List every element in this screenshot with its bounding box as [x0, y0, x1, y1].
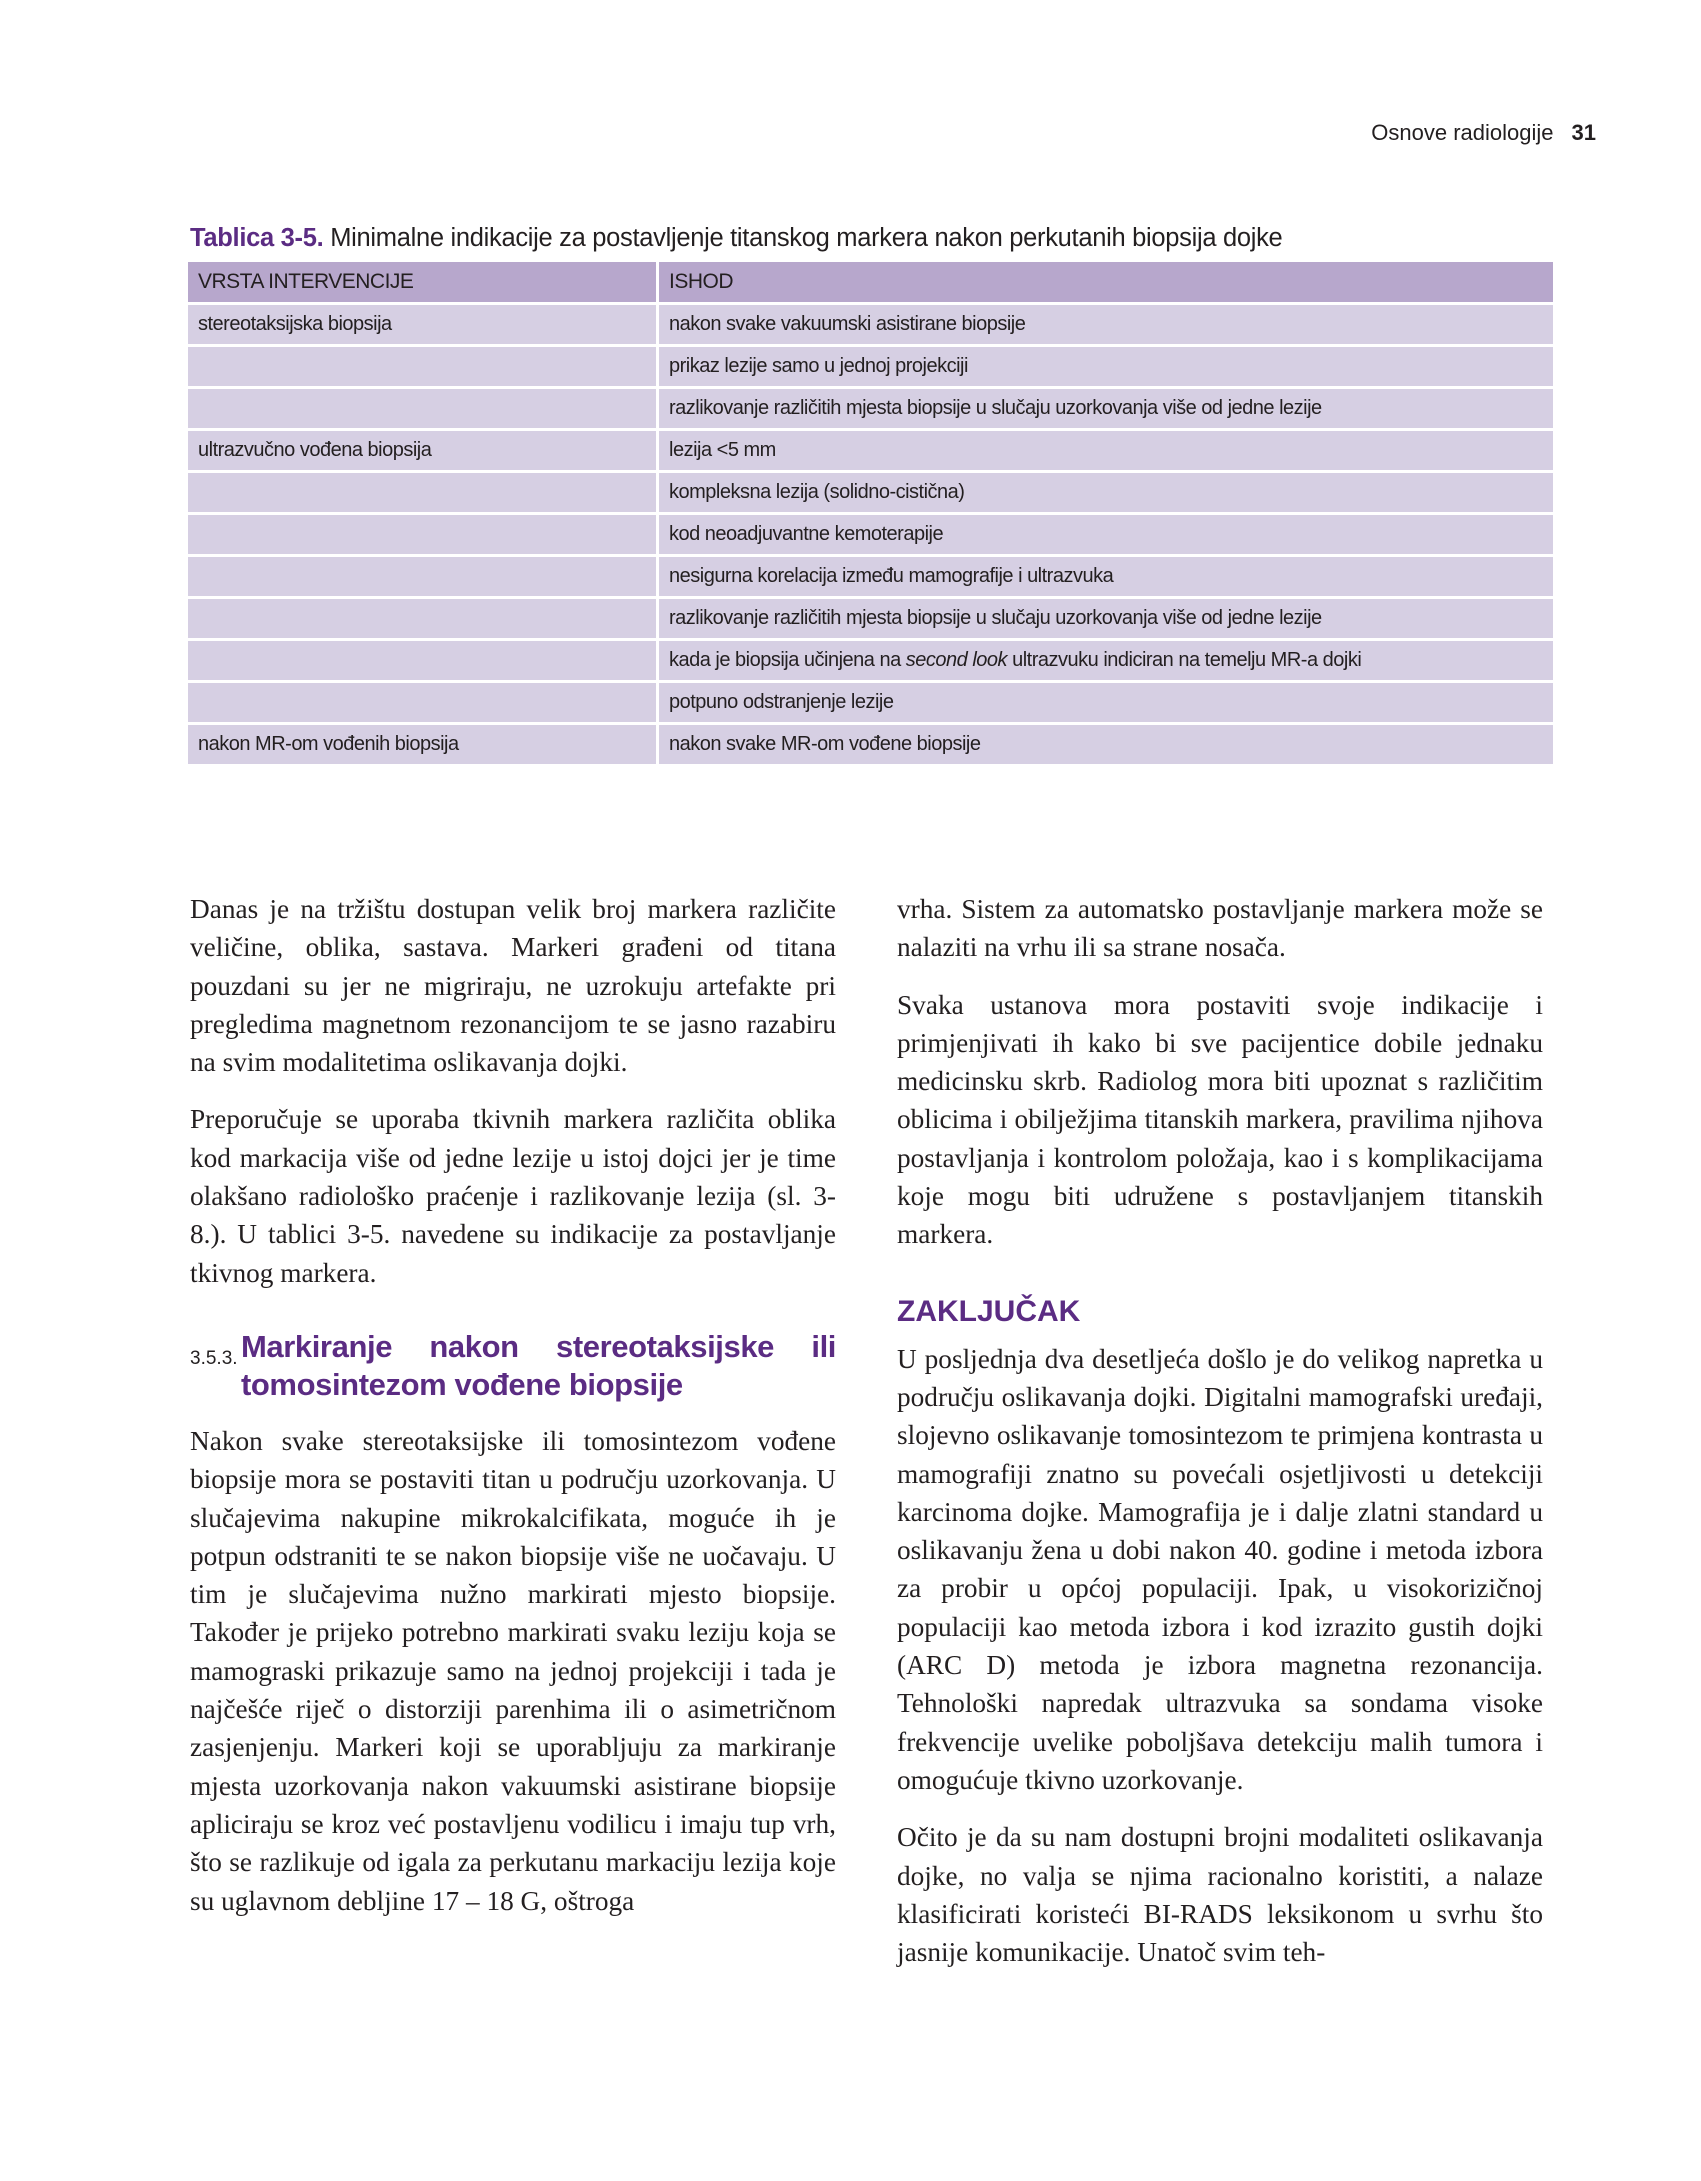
paragraph: vrha. Sistem za automatsko postavljanje markera može se nalaziti na vrhu ili sa strane nosača.: [897, 894, 1543, 963]
cell-outcome: nesigurna korelacija između mamografije i ultrazvuka: [658, 556, 1554, 598]
table-caption: [190, 224, 1282, 253]
table-row: [188, 556, 1553, 598]
cell-intervention: nakon MR-om vođenih biopsija: [188, 724, 658, 766]
cell-text: kada je biopsija učinjena na: [669, 649, 906, 671]
cell-intervention: [188, 388, 658, 430]
cell-intervention: [188, 598, 658, 640]
table-caption-label: Tablica 3-5.: [190, 224, 324, 252]
table-row: [188, 598, 1553, 640]
cell-outcome: nakon svake vakuumski asistirane biopsije: [658, 304, 1554, 346]
cell-outcome: kompleksna lezija (solidno-cistična): [658, 472, 1554, 514]
right-text-column: [897, 890, 1543, 1990]
running-header: [1371, 120, 1596, 146]
table-row: [188, 430, 1553, 472]
indications-table: [188, 262, 1553, 767]
cell-outcome: nakon svake MR-om vođene biopsije: [658, 724, 1554, 766]
cell-outcome: razlikovanje različitih mjesta biopsije u slučaju uzorkovanja više od jedne lezije: [658, 598, 1554, 640]
cell-intervention: [188, 346, 658, 388]
cell-outcome: lezija <5 mm: [658, 430, 1554, 472]
cell-outcome: kod neoadjuvantne kemoterapije: [658, 514, 1554, 556]
section-title: Markiranje nakon stereotaksijske ili tomosintezom vođene biopsije: [240, 1328, 836, 1402]
running-title: Osnove radiologije: [1371, 120, 1554, 145]
cell-intervention: [188, 472, 658, 514]
cell-intervention: ultrazvučno vođena biopsija: [188, 430, 658, 472]
paragraph: Nakon svake stereotaksijske ili tomosintezom vođene biopsije mora se postaviti titan u području uzorkovanja. U slučajevima nakupine mikrokalcifikata, moguće ih je potpun odstraniti te se nakon biopsije više ne uočavaju. U tim je slučajevima nužno markirati mjesto biopsije. Također je prijeko potrebno markirati svaku leziju koja se mamograski prikazuje samo na jednoj projekciji i tada je najčešće riječ o distorziji parenhima ili o asimetričnom zasjenjenju. Markeri koji se uporabljuju za markiranje mjesta uzorkovanja nakon vakuumski asistirane biopsije apliciraju se kroz već postavljenu vodilicu i imaju tup vrh, što se razlikuje od igala za perkutanu markaciju lezija koje su uglavnom debljine 17 – 18 G, oštroga: [190, 1425, 836, 1916]
cell-outcome: razlikovanje različitih mjesta biopsije u slučaju uzorkovanja više od jedne lezije: [658, 388, 1554, 430]
cell-italic-term: second look: [905, 649, 1008, 671]
table-row: [188, 388, 1553, 430]
cell-intervention: [188, 556, 658, 598]
table-row: [188, 304, 1553, 346]
section-heading: [190, 1328, 836, 1404]
table-header-row: [188, 262, 1553, 304]
column-header-outcome: ISHOD: [658, 262, 1554, 304]
section-number: 3.5.3.: [190, 1347, 238, 1369]
conclusion-heading: ZAKLJUČAK: [897, 1294, 1081, 1328]
paragraph: Preporučuje se uporaba tkivnih markera različita oblika kod markacija više od jedne lezije u istoj dojci jer je time olakšano radiološko praćenje i razlikovanje lezija (sl. 3-8.). U tablici 3-5. navedene su indikacije za postavljanje tkivnog markera.: [190, 1104, 836, 1288]
cell-intervention: [188, 682, 658, 724]
table-row: [188, 346, 1553, 388]
paragraph: Očito je da su nam dostupni brojni modaliteti oslikavanja dojke, no valja se njima racionalno koristiti, a nalaze klasificirati koristeći BI-RADS leksikonom u svrhu što jasnije komunikacije. Unatoč svim teh-: [897, 1822, 1543, 1968]
cell-intervention: [188, 514, 658, 556]
table-row: [188, 724, 1553, 766]
left-text-column: [190, 890, 836, 1939]
cell-outcome: prikaz lezije samo u jednoj projekciji: [658, 346, 1554, 388]
cell-intervention: stereotaksijska biopsija: [188, 304, 658, 346]
paragraph: U posljednja dva desetljeća došlo je do velikog napretka u području oslikavanja dojki. Digitalni mamografski uređaji, slojevno oslikavanje tomosintezom te primjena kontrasta u mamografiji znatno su povećali osjetljivosti u detekciji karcinoma dojke. Mamografija je i dalje zlatni standard u oslikavanju žena u dobi nakon 40. godine i metoda izbora za probir u općoj populaciji. Ipak, u visokorizičnoj populaciji kao metoda izbora i kod izrazito gustih dojki (ARC D) metoda je izbora magnetna rezonancija. Tehnološki napredak ultrazvuka sa sondama visoke frekvencije uvelike poboljšava detekciju malih tumora i omogućuje tkivno uzorkovanje.: [897, 1343, 1543, 1795]
cell-outcome: potpuno odstranjenje lezije: [658, 682, 1554, 724]
cell-outcome: [658, 640, 1554, 682]
table-row: [188, 472, 1553, 514]
cell-text: ultrazvuku indiciran na temelju MR-a dojki: [1007, 649, 1362, 671]
paragraph: Svaka ustanova mora postaviti svoje indikacije i primjenjivati ih kako bi sve pacijentice dobile jednaku medicinsku skrb. Radiolog mora biti upoznat s različitim oblicima i obilježjima titanskih markera, pravilima njihova postavljanja i kontrolom položaja, kao i s komplikacijama koje mogu biti udružene s postavljanjem titanskih markera.: [897, 989, 1543, 1250]
column-header-intervention: VRSTA INTERVENCIJE: [188, 262, 658, 304]
page-number: 31: [1571, 120, 1596, 145]
table-row: [188, 640, 1553, 682]
table-caption-text: Minimalne indikacije za postavljenje titanskog markera nakon perkutanih biopsija dojke: [330, 224, 1283, 252]
table-row: [188, 514, 1553, 556]
cell-intervention: [188, 640, 658, 682]
paragraph: Danas je na tržištu dostupan velik broj markera različite veličine, oblika, sastava. Markeri građeni od titana pouzdani su jer ne migriraju, ne uzrokuju artefakte pri pregledima magnetnom rezonancijom te se jasno razabiru na svim modalitetima oslikavanja dojki.: [190, 894, 836, 1078]
table-row: [188, 682, 1553, 724]
